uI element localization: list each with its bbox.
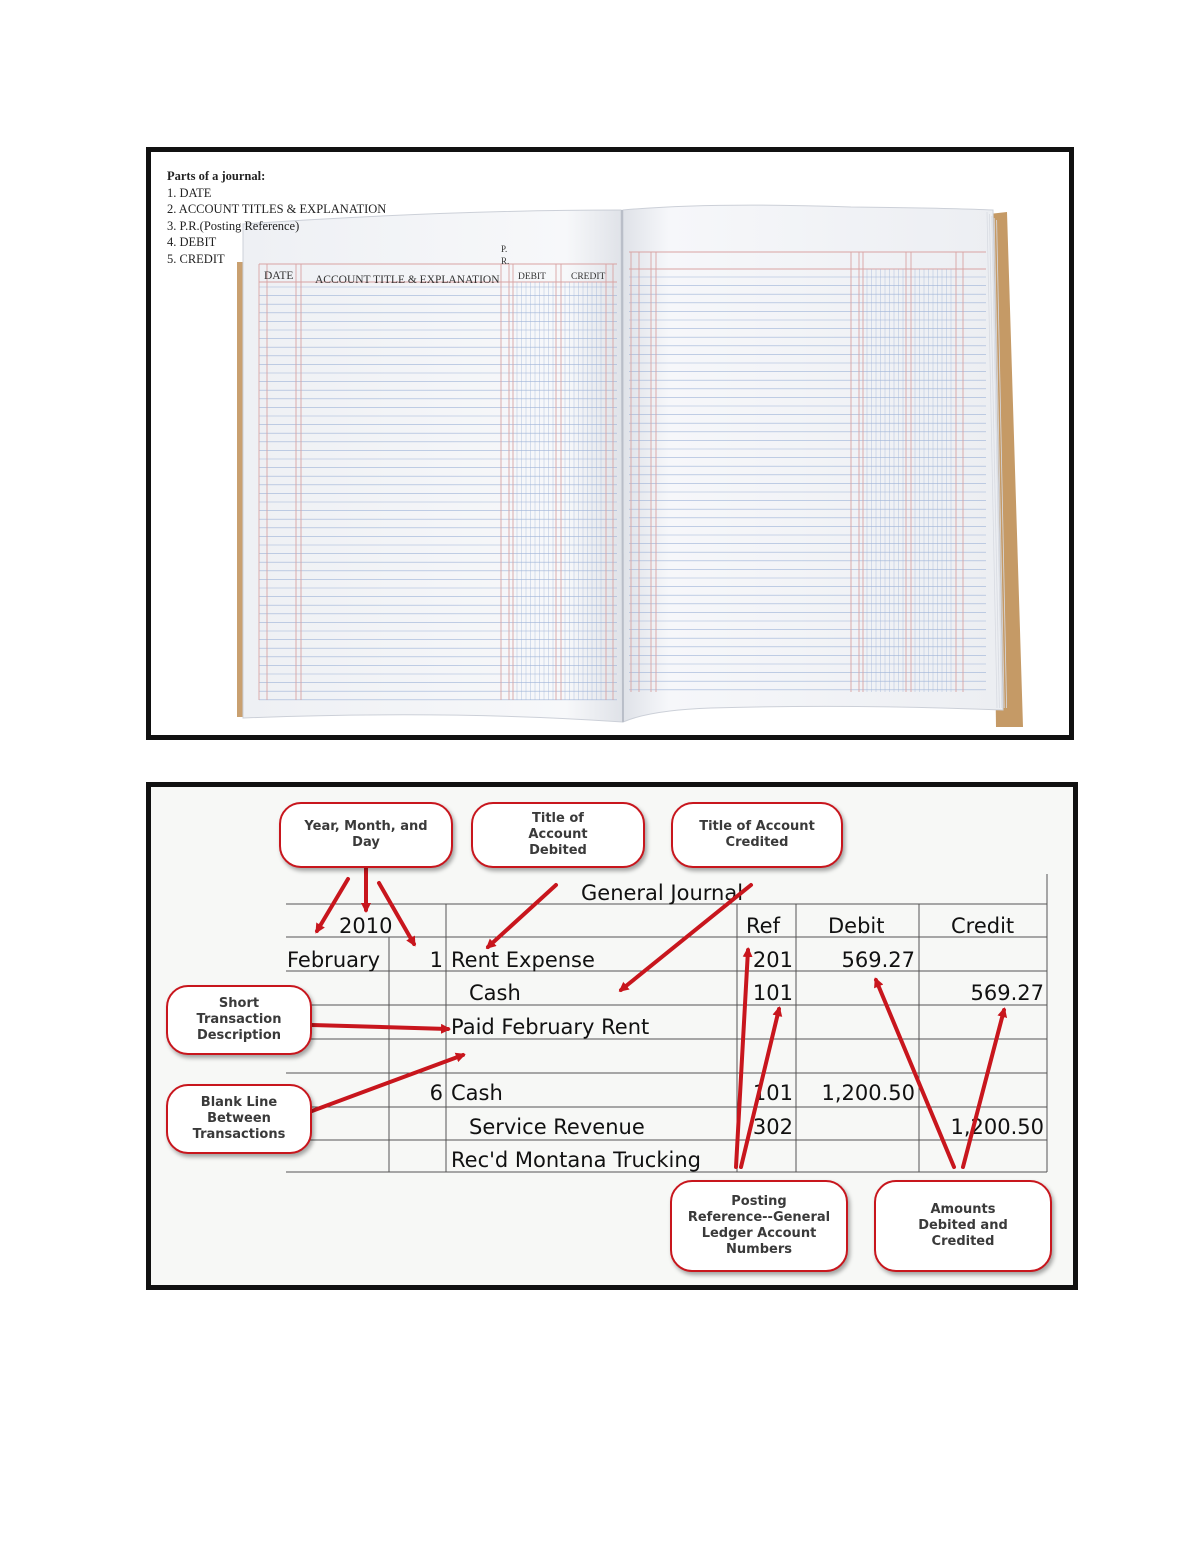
row-ref: 101 xyxy=(752,1081,793,1105)
parts-list xyxy=(167,168,386,267)
general-journal-figure xyxy=(146,782,1078,1290)
header-pr-line2: R. xyxy=(501,256,510,266)
journal-title: General Journal xyxy=(581,881,744,905)
row-ref: 302 xyxy=(752,1115,793,1139)
row-day: 6 xyxy=(429,1081,443,1105)
header-debit: Debit xyxy=(828,914,885,938)
header-account-title: ACCOUNT TITLE & EXPLANATION xyxy=(315,274,500,286)
callout-date: Year, Month, and Day xyxy=(279,802,453,868)
row-debit: 569.27 xyxy=(841,948,915,972)
callout-amounts: Amounts Debited and Credited xyxy=(874,1180,1052,1272)
journal-photo-figure xyxy=(146,147,1074,740)
row-ref: 201 xyxy=(752,948,793,972)
callout-account-debited: Title of Account Debited xyxy=(471,802,645,868)
header-credit: Credit xyxy=(951,914,1015,938)
row-ref: 101 xyxy=(752,981,793,1005)
right-page xyxy=(623,205,1003,722)
header-pr-line1: P. xyxy=(501,244,508,254)
row-account: Rec'd Montana Trucking xyxy=(451,1148,701,1172)
row-month: February xyxy=(287,948,381,972)
row-credit: 1,200.50 xyxy=(950,1115,1044,1139)
part-item: 4. DEBIT xyxy=(167,235,217,249)
callout-posting-reference: Posting Reference--General Ledger Account Numbers xyxy=(670,1180,848,1272)
row-account: Cash xyxy=(469,981,521,1005)
header-credit: CREDIT xyxy=(571,272,606,282)
part-item: 3. P.R.(Posting Reference) xyxy=(167,218,300,233)
callout-blank-line: Blank Line Between Transactions xyxy=(166,1084,312,1154)
part-item: 5. CREDIT xyxy=(167,251,225,266)
row-day: 1 xyxy=(429,948,443,972)
header-debit: DEBIT xyxy=(518,272,546,282)
part-item: 1. DATE xyxy=(167,185,212,200)
row-credit: 569.27 xyxy=(970,981,1044,1005)
row-account: Paid February Rent xyxy=(451,1015,650,1039)
parts-title: Parts of a journal: xyxy=(167,169,266,183)
callout-account-credited: Title of Account Credited xyxy=(671,802,843,868)
row-debit: 1,200.50 xyxy=(821,1081,915,1105)
part-item: 2. ACCOUNT TITLES & EXPLANATION xyxy=(167,202,387,216)
journal-year: 2010 xyxy=(339,914,393,938)
header-ref: Ref xyxy=(746,914,780,938)
row-account: Service Revenue xyxy=(469,1115,645,1139)
header-date: DATE xyxy=(264,270,294,282)
row-account: Rent Expense xyxy=(451,948,595,972)
row-account: Cash xyxy=(451,1081,503,1105)
callout-description: Short Transaction Description xyxy=(166,985,312,1055)
